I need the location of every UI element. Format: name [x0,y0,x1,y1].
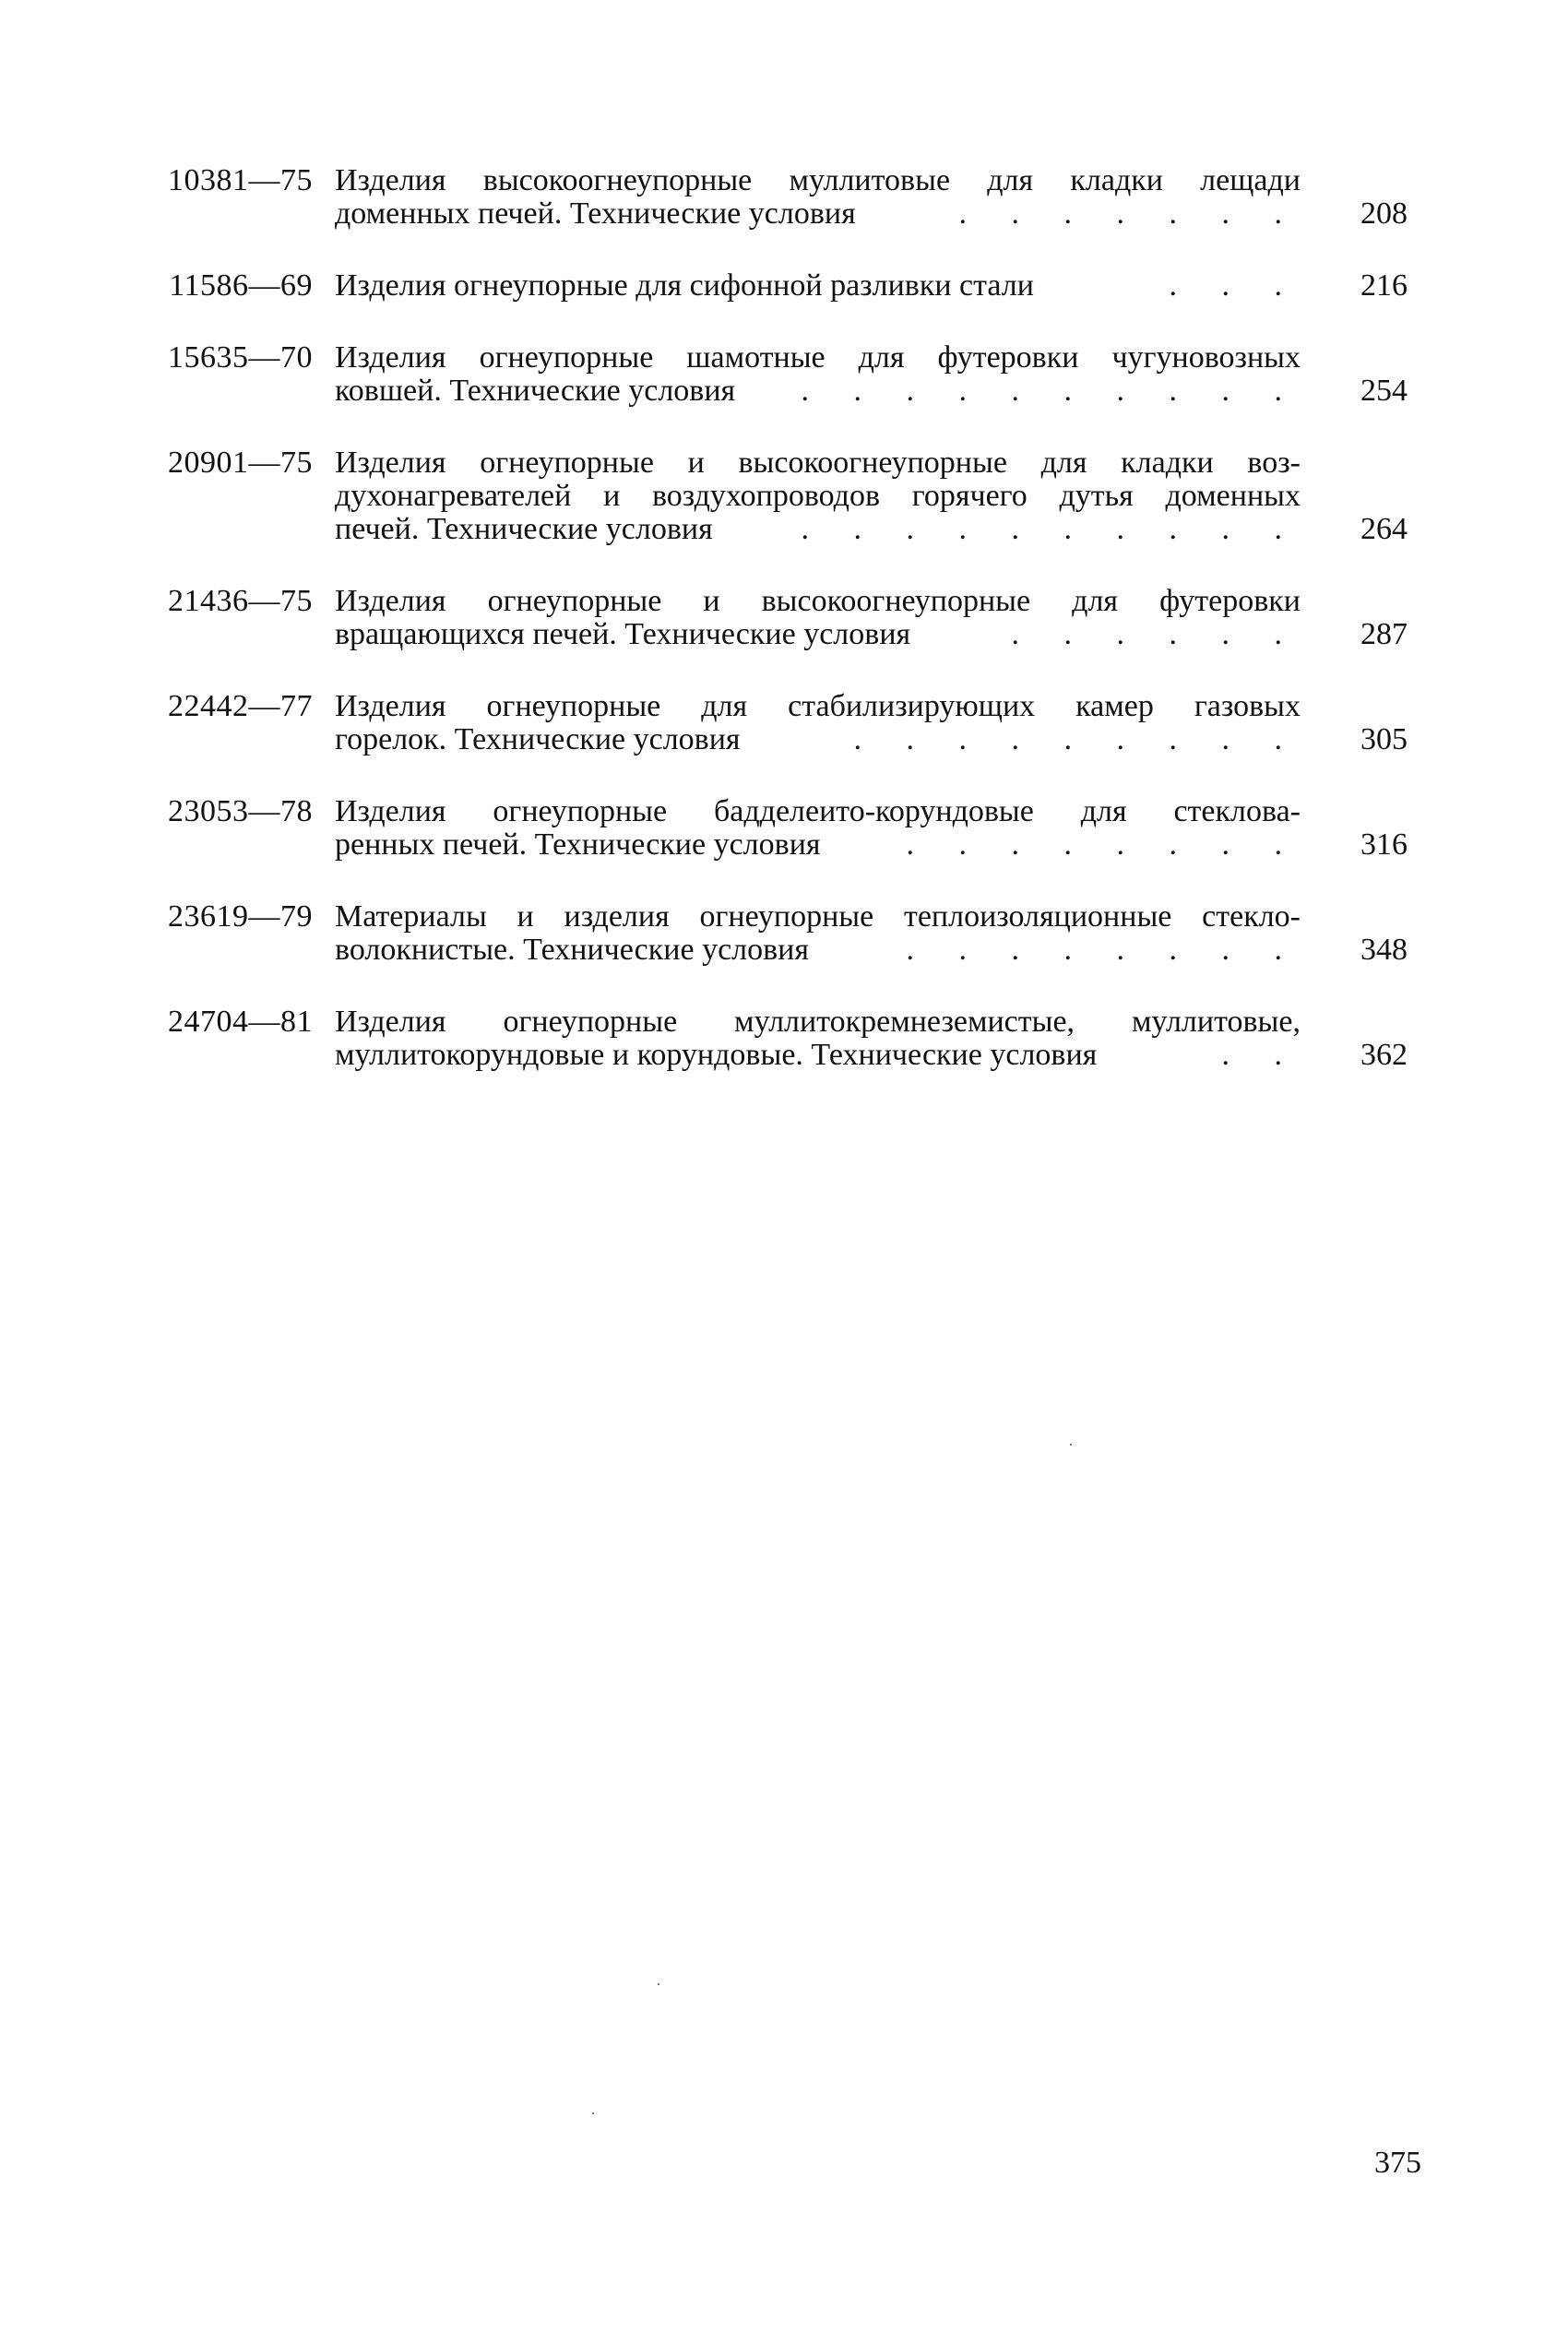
page-number: 348 [1360,933,1408,967]
page-number: 287 [1360,617,1408,651]
page-number: 208 [1360,196,1408,231]
standard-number: 10381—75 [168,163,313,197]
standard-number: 24704—81 [168,1005,313,1039]
toc-entry [140,336,1417,408]
title-line: духонагревателей и воздухопроводов горячего дутья доменных [335,480,1301,513]
toc-entry [140,790,1417,862]
title-line: Изделия огнеупорные муллитокремнеземистые, муллитовые, [335,1005,1301,1039]
page-number: 264 [1360,512,1408,546]
title-line: доменных печей. Технические условия [335,196,856,231]
scan-speck [592,2112,594,2114]
toc-entry [140,264,1417,303]
title-line: Материалы и изделия огнеупорные теплоизоляционные стекло- [335,900,1301,934]
title-line: Изделия огнеупорные шамотные для футеровки чугуновозных [335,341,1301,375]
table-of-contents [140,159,1417,1105]
page-number: 316 [1360,827,1408,862]
title-line: Изделия высокоогнеупорные муллитовые для кладки лещади [335,164,1301,197]
title-line: ковшей. Технические условия [335,374,736,408]
entry-title [329,579,1301,651]
leader-dots: . . . . . . . . . [853,723,1301,756]
scan-speck [1070,1444,1072,1446]
toc-entry [140,684,1417,756]
entry-title [329,441,1301,546]
title-last-line [335,269,1301,303]
page-number: 362 [1360,1038,1408,1072]
leader-dots: . . . . . . . [958,197,1301,231]
standard-number: 22442—77 [168,689,313,723]
title-last-line [335,723,1301,756]
toc-entry [140,159,1417,231]
leader-dots: . . . . . . [1011,618,1301,651]
standard-number: 23053—78 [168,794,313,828]
title-line: Изделия огнеупорные и высокоогнеупорные для кладки воз- [335,446,1301,480]
title-line: Изделия огнеупорные для стабилизирующих камер газовых [335,690,1301,723]
title-line: Изделия огнеупорные для сифонной разливки стали [335,268,1034,303]
leader-dots: . . . . . . . . . . [801,513,1301,546]
leader-dots: . . . . . . . . [906,934,1301,967]
title-line: горелок. Технические условия [335,722,741,756]
entry-title [329,684,1301,756]
page-number: 305 [1360,722,1408,756]
entry-title [329,895,1301,967]
title-line: печей. Технические условия [335,512,713,546]
title-last-line [335,197,1301,231]
standard-number: 21436—75 [168,584,313,618]
entry-title [329,790,1301,862]
standard-number: 23619—79 [168,899,313,934]
toc-entry [140,1000,1417,1072]
title-line: Изделия огнеупорные бадделеито-корундовые для стеклова- [335,795,1301,828]
standard-number: 15635—70 [168,340,313,375]
leader-dots: . . [1221,1039,1301,1072]
title-line: ренных печей. Технические условия [335,827,821,862]
page-number: 254 [1360,374,1408,408]
toc-entry [140,895,1417,967]
title-last-line [335,513,1301,546]
title-last-line [335,934,1301,967]
title-last-line [335,618,1301,651]
entry-title [329,159,1301,231]
entry-title [329,1000,1301,1072]
leader-dots: . . . [1169,269,1301,303]
title-last-line [335,828,1301,862]
title-line: волокнистые. Технические условия [335,933,810,967]
title-last-line [335,1039,1301,1072]
page-folio: 375 [1374,2146,1421,2180]
title-line: Изделия огнеупорные и высокоогнеупорные для футеровки [335,585,1301,618]
title-last-line [335,375,1301,408]
toc-entry [140,579,1417,651]
leader-dots: . . . . . . . . . . [801,375,1301,408]
title-line: муллитокорундовые и корундовые. Технические условия [335,1038,1098,1072]
entry-title [329,336,1301,408]
standard-number: 20901—75 [168,446,313,480]
toc-entry [140,441,1417,546]
entry-title [329,264,1301,303]
leader-dots: . . . . . . . . [906,828,1301,862]
title-line: вращающихся печей. Технические условия [335,617,911,651]
page-number: 216 [1360,268,1408,303]
standard-number: 11586—69 [169,268,313,303]
scan-speck [658,1983,659,1985]
